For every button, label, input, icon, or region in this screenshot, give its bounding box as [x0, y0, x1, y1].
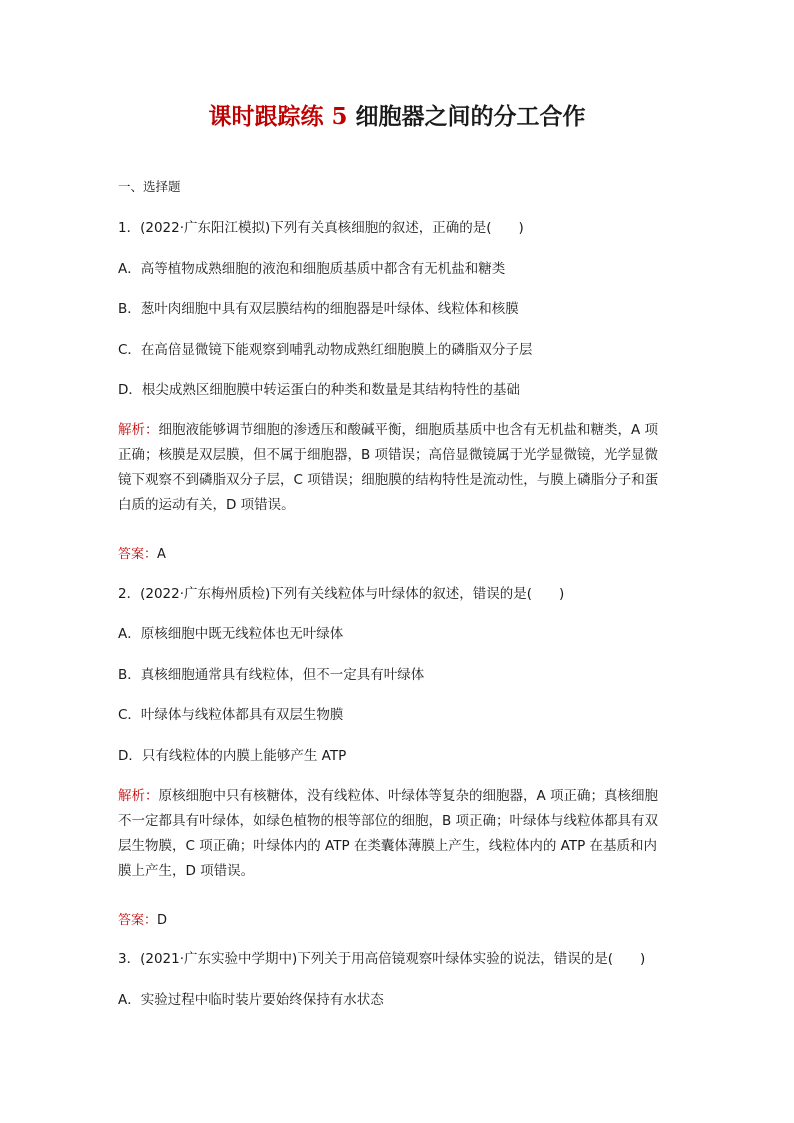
question-1-option-b: B．葱叶肉细胞中具有双层膜结构的细胞器是叶绿体、线粒体和核膜	[118, 301, 519, 317]
question-1-option-c: C．在高倍显微镜下能观察到哺乳动物成熟红细胞膜上的磷脂双分子层	[118, 342, 533, 358]
question-2-analysis	[118, 784, 688, 884]
analysis-line: 原核细胞中只有核糖体，没有线粒体、叶绿体等复杂的细胞器，A 项正确；真核细胞	[158, 788, 659, 804]
analysis-line: 膜上产生，D 项错误。	[118, 863, 255, 879]
analysis-label: 解析：	[118, 788, 159, 804]
answer-value: A	[157, 547, 166, 562]
analysis-line: 不一定都具有叶绿体，如绿色植物的根等部位的细胞，B 项正确；叶绿体与线粒体都具有双	[118, 813, 659, 829]
analysis-line: 细胞液能够调节细胞的渗透压和酸碱平衡，细胞质基质中也含有无机盐和糖类，A 项	[158, 422, 659, 438]
analysis-line: 镜下观察不到磷脂双分子层，C 项错误；细胞膜的结构特性是流动性，与膜上磷脂分子和蛋	[118, 472, 659, 488]
question-1-stem: 1．(2022·广东阳江模拟)下列有关真核细胞的叙述，正确的是( )	[118, 220, 524, 236]
page-title	[0, 98, 794, 131]
answer-label: 答案：	[118, 913, 158, 928]
analysis-line: 层生物膜，C 项正确；叶绿体内的 ATP 在类囊体薄膜上产生，线粒体内的 ATP 在基质和内	[118, 838, 658, 854]
question-2-option-d: D．只有线粒体的内膜上能够产生 ATP	[118, 748, 347, 764]
question-3-stem: 3．(2021·广东实验中学期中)下列关于用高倍镜观察叶绿体实验的说法，错误的是( )	[118, 951, 646, 967]
question-1-analysis	[118, 418, 688, 518]
question-2-option-b: B．真核细胞通常具有线粒体，但不一定具有叶绿体	[118, 667, 425, 683]
analysis-line: 白质的运动有关，D 项错误。	[118, 497, 295, 513]
question-1-answer	[118, 543, 166, 562]
analysis-line: 正确；核膜是双层膜，但不属于细胞器，B 项错误；高倍显微镜属于光学显微镜，光学显微	[118, 447, 659, 463]
analysis-label: 解析：	[118, 422, 159, 438]
question-2-option-c: C．叶绿体与线粒体都具有双层生物膜	[118, 707, 344, 723]
question-2-stem: 2．(2022·广东梅州质检)下列有关线粒体与叶绿体的叙述，错误的是( )	[118, 586, 565, 602]
section-heading: 一、选择题	[118, 179, 181, 194]
question-1-option-a: A．高等植物成熟细胞的液泡和细胞质基质中都含有无机盐和糖类	[118, 261, 506, 277]
answer-value: D	[157, 913, 168, 928]
answer-label: 答案：	[118, 547, 158, 562]
title-topic: 细胞器之间的分工合作	[355, 103, 586, 130]
question-2-option-a: A．原核细胞中既无线粒体也无叶绿体	[118, 626, 344, 642]
question-2-answer	[118, 909, 167, 928]
question-1-option-d: D．根尖成熟区细胞膜中转运蛋白的种类和数量是其结构特性的基础	[118, 382, 520, 398]
title-lesson-number: 课时跟踪练 5	[208, 103, 356, 130]
question-3-option-a: A．实验过程中临时装片要始终保持有水状态	[118, 992, 384, 1008]
